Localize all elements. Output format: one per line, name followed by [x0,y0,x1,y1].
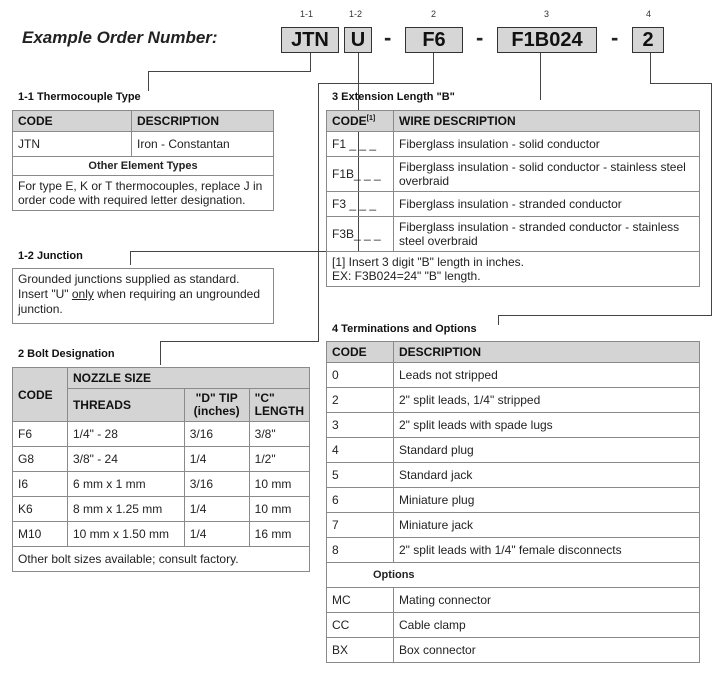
table-row [327,513,700,538]
separator-dash: - [476,25,484,50]
footnote-line-2: EX: F3B024=24" "B" length. [332,269,481,283]
cell-code: M10 [13,522,68,547]
junction-text-end: when requiring an ungrounded junction. [18,287,261,316]
segment-number-2: 2 [431,9,437,19]
connector-line [130,251,359,252]
cell-tip: 3/16 [184,472,249,497]
junction-text: Grounded junctions supplied as standard. Insert "U" [18,272,240,301]
cell-code: 8 [327,538,394,563]
table-row [13,472,310,497]
cell-length: 3/8" [249,422,309,447]
table-row [13,522,310,547]
table-row [327,413,700,438]
table-row [327,438,700,463]
cell-description: 2" split leads with 1/4" female disconnects [394,538,700,563]
segment-code-3: F1B024 [497,27,597,53]
cell-threads: 8 mm x 1.25 mm [67,497,184,522]
segment-code-1-2: U [344,27,372,53]
table-row [13,447,310,472]
cell-description: Fiberglass insulation - solid conductor - stainless steel overbraid [394,157,700,192]
cell-length: 1/2" [249,447,309,472]
cell-code: CC [327,613,394,638]
cell-code: 7 [327,513,394,538]
connector-line [498,315,712,316]
connector-line [310,53,311,71]
extension-section-title: 3 Extension Length "B" [332,91,455,103]
table-row [327,217,700,252]
cell-description: Miniature plug [394,488,700,513]
table-row [327,488,700,513]
footnote-line-1: [1] Insert 3 digit "B" length in inches. [332,255,524,269]
table-row [327,132,700,157]
table-row [327,638,700,663]
connector-line [711,83,712,315]
separator-dash: - [384,25,392,50]
bolt-footer-note: Other bolt sizes available; consult factory. [13,547,310,572]
junction-note [12,268,274,324]
table-row [327,157,700,192]
segment-number-3: 3 [544,9,550,19]
segment-code-4: 2 [632,27,664,53]
junction-section-title: 1-2 Junction [18,250,83,262]
cell-code: MC [327,588,394,613]
column-header-description: DESCRIPTION [132,111,274,132]
segment-number-4: 4 [646,9,652,19]
cell-description: Cable clamp [394,613,700,638]
cell-description: 2" split leads with spade lugs [394,413,700,438]
connector-line [318,83,434,84]
cell-description: Standard jack [394,463,700,488]
cell-code: I6 [13,472,68,497]
cell-description: Fiberglass insulation - stranded conductor [394,192,700,217]
bolt-section-title: 2 Bolt Designation [18,348,115,360]
cell-tip: 1/4 [184,497,249,522]
cell-tip: 1/4 [184,522,249,547]
column-header-code-label: CODE [332,114,367,128]
footnote-marker: [1] [366,115,376,122]
cell-description: Standard plug [394,438,700,463]
cell-threads: 10 mm x 1.50 mm [67,522,184,547]
cell-code: 6 [327,488,394,513]
cell-description: Iron - Constantan [132,132,274,157]
terminations-table [326,341,700,663]
connector-line [160,341,319,342]
connector-line [433,53,434,83]
cell-tip: 1/4 [184,447,249,472]
column-header-nozzle-size: NOZZLE SIZE [67,368,309,389]
cell-threads: 1/4" - 28 [67,422,184,447]
connector-line [318,83,319,341]
options-heading: Options [327,563,700,588]
cell-code: K6 [13,497,68,522]
table-row [13,132,274,157]
connector-line [160,341,161,365]
cell-code: 3 [327,413,394,438]
connector-line [148,71,311,72]
cell-length: 10 mm [249,472,309,497]
segment-code-2: F6 [405,27,463,53]
table-row [327,388,700,413]
table-row [327,363,700,388]
cell-tip: 3/16 [184,422,249,447]
cell-code: F1B_ _ _ [327,157,394,192]
other-element-types-heading: Other Element Types [13,157,274,176]
column-header-wire-description: WIRE DESCRIPTION [394,111,700,132]
connector-line [130,251,131,265]
thermocouple-section-title: 1-1 Thermocouple Type [18,91,141,103]
cell-code: F3 _ _ _ [327,192,394,217]
other-element-types-text: For type E, K or T thermocouples, replace J in order code with required letter designation. [13,176,274,211]
cell-code: 0 [327,363,394,388]
cell-code: JTN [13,132,132,157]
cell-code: G8 [13,447,68,472]
segment-number-1-1: 1-1 [300,9,314,19]
segment-number-1-2: 1-2 [349,9,363,19]
connector-line [650,83,712,84]
connector-line [148,71,149,91]
cell-description: Box connector [394,638,700,663]
cell-threads: 6 mm x 1 mm [67,472,184,497]
thermocouple-table [12,110,274,211]
cell-code: 5 [327,463,394,488]
separator-dash: - [611,25,619,50]
cell-code: F3B_ _ _ [327,217,394,252]
table-row [327,538,700,563]
column-header-code: CODE [327,342,394,363]
cell-code: F6 [13,422,68,447]
connector-line [540,53,541,100]
cell-description: Fiberglass insulation - solid conductor [394,132,700,157]
junction-emphasis: only [71,287,94,301]
column-header-threads: THREADS [67,389,184,422]
cell-code: 2 [327,388,394,413]
table-row [327,613,700,638]
column-header-code: CODE [13,368,68,422]
table-row [327,588,700,613]
cell-threads: 3/8" - 24 [67,447,184,472]
table-row [327,192,700,217]
segment-code-1-1: JTN [281,27,339,53]
cell-code: 4 [327,438,394,463]
cell-description: Leads not stripped [394,363,700,388]
column-header-code [327,111,394,132]
column-header-description: DESCRIPTION [394,342,700,363]
bolt-table [12,367,310,572]
cell-description: Fiberglass insulation - stranded conductor - stainless steel overbraid [394,217,700,252]
table-row [327,463,700,488]
cell-length: 10 mm [249,497,309,522]
cell-description: 2" split leads, 1/4" stripped [394,388,700,413]
cell-length: 16 mm [249,522,309,547]
cell-code: BX [327,638,394,663]
cell-description: Mating connector [394,588,700,613]
connector-line [498,315,499,325]
extension-table [326,110,700,287]
order-example-title: Example Order Number: [22,28,218,47]
cell-description: Miniature jack [394,513,700,538]
table-row [13,497,310,522]
column-header-length: "C" LENGTH [249,389,309,422]
extension-footnote [327,252,700,287]
connector-line [650,53,651,83]
cell-code: F1 _ _ _ [327,132,394,157]
column-header-tip: "D" TIP (inches) [184,389,249,422]
column-header-code: CODE [13,111,132,132]
terminations-section-title: 4 Terminations and Options [332,323,477,335]
table-row [13,422,310,447]
